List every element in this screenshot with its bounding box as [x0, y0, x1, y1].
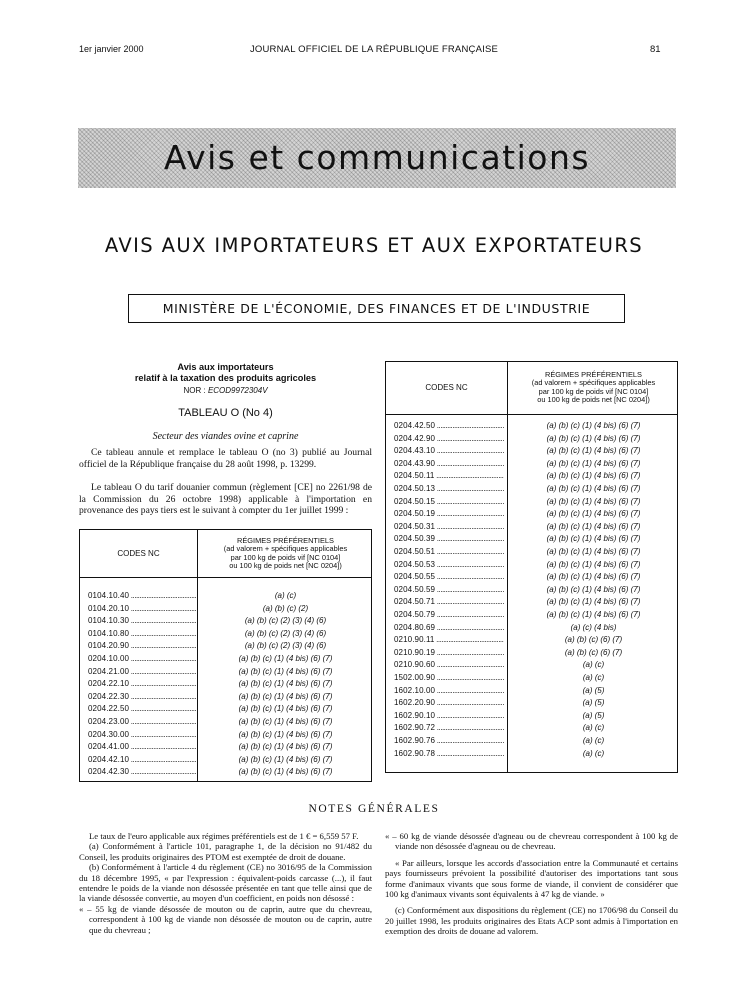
preferential-regime: (a) (b) (c) (1) (4 bis) (6) (7)	[238, 717, 333, 726]
note-euro-rate: Le taux de l'euro applicable aux régimes préférentiels est de 1 € = 6,559 57 F.	[89, 831, 359, 841]
preferential-regime: (a) (b) (c) (2) (3) (4) (6)	[244, 616, 327, 626]
nc-code: 0204.50.79 .....	[394, 610, 504, 619]
page-title: AVIS AUX IMPORTATEURS ET AUX EXPORTATEURS	[104, 234, 644, 257]
nc-code: 0204.50.51 .....	[394, 547, 504, 556]
preferential-regime: (a) (b) (c) (2) (3) (4) (6)	[244, 641, 327, 651]
table-row	[386, 532, 677, 545]
table-row	[386, 608, 677, 621]
nc-code: 1602.90.78 .....	[394, 749, 504, 758]
table-row	[386, 545, 677, 558]
table-row	[386, 558, 677, 571]
nc-code: 0204.80.69 .....	[394, 623, 504, 632]
nc-code: 1602.90.76 .....	[394, 736, 504, 745]
note-c: (c) Conformément aux dispositions du règlement (CE) no 1706/98 du Conseil du 20 juillet 1998, les produits originaires des Etats ACP sont admis à l'importation en exemption des droits de douane ad valorem.	[385, 905, 678, 937]
table-row	[80, 740, 371, 753]
table-row	[80, 589, 371, 602]
nc-code: 0204.42.50 .....	[394, 421, 504, 430]
nor-label: NOR :	[183, 386, 206, 395]
nc-code: 0204.23.00 .....	[88, 717, 198, 726]
note-b-dash-1: « – 55 kg de viande désossée de mouton ou de caprin, autre que du chevreau, correspondent à 100 kg de viande non désossée de mouton ou de caprin, autre que du chevreau ;	[79, 903, 372, 935]
table-row	[386, 747, 677, 760]
table-row	[80, 728, 371, 741]
notes-right-column	[385, 831, 678, 937]
preferential-regime: (a) (b) (c) (1) (4 bis) (6) (7)	[546, 433, 641, 443]
table-row	[386, 444, 677, 457]
preferential-regime: (a) (c)	[582, 723, 605, 733]
nc-code: 0204.50.59 .....	[394, 585, 504, 594]
header-regimes-l1: RÉGIMES PRÉFÉRENTIELS	[237, 536, 334, 545]
nc-code: 0104.20.90 .....	[88, 641, 198, 650]
notes-title: NOTES GÉNÉRALES	[308, 803, 440, 815]
table-row	[386, 696, 677, 709]
header-regimes-l2: (ad valorem + spécifiques applicables	[223, 544, 348, 554]
preferential-regime: (a) (b) (c) (1) (4 bis) (6) (7)	[546, 509, 641, 519]
table-row	[386, 734, 677, 747]
table-row	[80, 690, 371, 703]
preferential-regime: (a) (b) (c) (6) (7)	[564, 647, 623, 657]
preferential-regime: (a) (b) (c) (1) (4 bis) (6) (7)	[546, 584, 641, 594]
nor-reference	[79, 386, 372, 395]
table-row	[80, 765, 371, 778]
intro-text-1: Ce tableau annule et remplace le tableau O (no 3) publié au Journal officiel de la République française du 28 août 1998, p. 13299.	[79, 447, 372, 470]
table-row	[386, 646, 677, 659]
nc-code: 0204.43.90 .....	[394, 459, 504, 468]
nc-code: 0204.22.30 .....	[88, 692, 198, 701]
nc-code: 0204.22.10 .....	[88, 679, 198, 688]
preferential-regime: (a) (b) (c) (1) (4 bis) (6) (7)	[546, 610, 641, 619]
nc-code: 0204.42.10 .....	[88, 755, 198, 764]
table-row	[386, 709, 677, 722]
preferential-regime: (a) (b) (c) (1) (4 bis) (6) (7)	[238, 704, 333, 714]
preferential-regime: (a) (b) (c) (2)	[262, 603, 309, 613]
table-row	[386, 482, 677, 495]
header-regimes-l4: ou 100 kg de poids net [NC 0204])	[537, 395, 650, 405]
table-row	[80, 702, 371, 715]
header-regimes-l3: par 100 kg de poids vif [NC 0104]	[230, 552, 341, 562]
nc-code: 0204.50.11 .....	[394, 471, 504, 480]
nc-code: 0204.30.00 .....	[88, 730, 198, 739]
intro-paragraph-2	[79, 482, 372, 517]
preferential-regime: (a) (b) (c) (1) (4 bis) (6) (7)	[546, 484, 641, 493]
intro-paragraph-1	[79, 447, 372, 470]
preferential-regime: (a) (c)	[582, 748, 605, 758]
header-regimes-l4: ou 100 kg de poids net [NC 0204])	[229, 561, 342, 571]
nc-code: 1602.10.00 .....	[394, 686, 504, 695]
avis-title-line1: Avis aux importateurs	[177, 362, 274, 372]
section-banner	[78, 128, 676, 188]
note-a: (a) Conformément à l'article 101, paragraphe 1, de la décision no 91/482 du Conseil, les produits originaires des PTOM est exemptée de droit de douane.	[79, 841, 372, 862]
preferential-regime: (a) (b) (c) (1) (4 bis) (6) (7)	[546, 471, 641, 481]
table-row	[386, 658, 677, 671]
table-row	[80, 677, 371, 690]
table-row	[386, 520, 677, 533]
ministry-box: MINISTÈRE DE L'ÉCONOMIE, DES FINANCES ET DE L'INDUSTRIE	[128, 294, 625, 323]
table-row	[386, 432, 677, 445]
preferential-regime: (a) (b) (c) (1) (4 bis) (6) (7)	[546, 446, 641, 456]
table-row	[386, 469, 677, 482]
nc-code: 0204.50.19 .....	[394, 509, 504, 518]
note-b-dash-2: « – 60 kg de viande désossée d'agneau ou de chevreau correspondent à 100 kg de viande non désossée d'agneau ou de chevreau.	[385, 831, 678, 852]
table-row	[386, 633, 677, 646]
nc-code: 0210.90.60 .....	[394, 660, 504, 669]
table-row	[80, 639, 371, 652]
nc-code: 0104.10.40 .....	[88, 591, 198, 600]
table-row	[386, 583, 677, 596]
sector-subtitle: Secteur des viandes ovine et caprine	[152, 431, 299, 442]
preferential-regime: (a) (b) (c) (1) (4 bis) (6) (7)	[546, 421, 641, 430]
nc-code: 0204.41.00 .....	[88, 742, 198, 751]
table-row	[386, 671, 677, 684]
header-regimes-l1: RÉGIMES PRÉFÉRENTIELS	[545, 370, 642, 379]
table-row	[80, 614, 371, 627]
table-row	[80, 652, 371, 665]
nc-code: 0104.10.30 .....	[88, 616, 198, 625]
nc-code: 0204.22.50 .....	[88, 704, 198, 713]
table-row	[386, 570, 677, 583]
note-b-continued: « Par ailleurs, lorsque les accords d'association entre la Communauté et certains pays fournisseurs prévoient la possibilité d'autoriser des importations tant sous forme d'animaux vivants que sous forme de viande, il convient de considérer que 100 kg d'animaux vivants sont équivalents à 47 kg de viande. »	[385, 857, 678, 900]
nc-code: 0204.50.31 .....	[394, 522, 504, 531]
nc-code: 1602.90.72 .....	[394, 723, 504, 732]
banner-title: Avis et communications	[163, 138, 591, 177]
table-row	[386, 684, 677, 697]
nc-code: 0204.50.55 .....	[394, 572, 504, 581]
preferential-regime: (a) (b) (c) (1) (4 bis) (6) (7)	[546, 496, 641, 506]
page-number: 81	[650, 44, 661, 55]
preferential-regime: (a) (b) (c) (1) (4 bis) (6) (7)	[238, 767, 333, 777]
table-row	[80, 753, 371, 766]
nc-code: 1502.00.90 .....	[394, 673, 504, 682]
table-row	[386, 495, 677, 508]
nc-code: 0204.42.30 .....	[88, 767, 198, 776]
nc-code: 0104.20.10 .....	[88, 604, 198, 613]
table-row	[386, 507, 677, 520]
header-regimes	[508, 371, 679, 405]
nc-code: 0210.90.19 .....	[394, 648, 504, 657]
header-codes: CODES NC	[117, 549, 160, 558]
preferential-regime: (a) (b) (c) (1) (4 bis) (6) (7)	[546, 572, 641, 582]
preferential-regime: (a) (5)	[582, 710, 605, 720]
tableau-title: TABLEAU O (No 4)	[178, 407, 273, 419]
preferential-regime: (a) (b) (c) (1) (4 bis) (6) (7)	[238, 742, 333, 752]
header-date: 1er janvier 2000	[79, 44, 144, 54]
nc-code: 0204.42.90 .....	[394, 434, 504, 443]
nc-code: 0204.50.71 .....	[394, 597, 504, 606]
table-row	[386, 721, 677, 734]
preferential-regime: (a) (b) (c) (1) (4 bis) (6) (7)	[238, 654, 333, 663]
preferential-regime: (a) (c)	[582, 660, 605, 670]
table-row	[80, 665, 371, 678]
preferential-regime: (a) (c) (4 bis)	[570, 622, 617, 632]
header-codes: CODES NC	[425, 383, 468, 392]
table-row	[386, 621, 677, 634]
preferential-regime: (a) (c)	[582, 673, 605, 682]
preferential-regime: (a) (b) (c) (1) (4 bis) (6) (7)	[238, 754, 333, 764]
preferential-regime: (a) (c)	[582, 736, 605, 745]
avis-title-line2: relatif à la taxation des produits agricoles	[134, 373, 317, 383]
preferential-regime: (a) (b) (c) (1) (4 bis) (6) (7)	[546, 458, 641, 468]
tariff-table-left	[79, 529, 372, 782]
preferential-regime: (a) (b) (c) (1) (4 bis) (6) (7)	[546, 559, 641, 569]
nc-code: 0204.50.39 .....	[394, 534, 504, 543]
preferential-regime: (a) (b) (c) (1) (4 bis) (6) (7)	[546, 597, 641, 607]
preferential-regime: (a) (5)	[582, 685, 605, 695]
table-row	[386, 595, 677, 608]
preferential-regime: (a) (b) (c) (6) (7)	[564, 635, 623, 645]
header-regimes	[198, 537, 373, 571]
preferential-regime: (a) (b) (c) (2) (3) (4) (6)	[244, 628, 327, 638]
nc-code: 1602.90.10 .....	[394, 711, 504, 720]
tariff-table-right	[385, 361, 678, 773]
nc-code: 0210.90.11 .....	[394, 635, 504, 644]
table-row	[386, 457, 677, 470]
preferential-regime: (a) (b) (c) (1) (4 bis) (6) (7)	[238, 666, 333, 676]
table-row	[80, 627, 371, 640]
preferential-regime: (a) (b) (c) (1) (4 bis) (6) (7)	[546, 547, 641, 556]
nc-code: 0204.50.53 .....	[394, 560, 504, 569]
nc-code: 0204.10.00 .....	[88, 654, 198, 663]
intro-text-2: Le tableau O du tarif douanier commun (règlement [CE] no 2261/98 de la Commission du 26 octobre 1998) applicable à l'importation en provenance des pays tiers est le suivant à compter du 1er juillet 1999 :	[79, 482, 372, 517]
header-regimes-l2: (ad valorem + spécifiques applicables	[531, 378, 656, 388]
preferential-regime: (a) (b) (c) (1) (4 bis) (6) (7)	[238, 729, 333, 739]
preferential-regime: (a) (c)	[274, 591, 297, 600]
nor-value: ECOD9972304V	[207, 386, 268, 395]
preferential-regime: (a) (b) (c) (1) (4 bis) (6) (7)	[238, 691, 333, 701]
notes-left-column	[79, 831, 372, 935]
preferential-regime: (a) (b) (c) (1) (4 bis) (6) (7)	[546, 534, 641, 544]
table-row	[386, 419, 677, 432]
journal-title: JOURNAL OFFICIEL DE LA RÉPUBLIQUE FRANÇAISE	[249, 44, 499, 55]
nc-code: 0104.10.80 .....	[88, 629, 198, 638]
note-b: (b) Conformément à l'article 4 du règlement (CE) no 3016/95 de la Commission du 18 décembre 1995, « par l'expression : équivalent-poids carcasse (...), il faut entendre le poids de la viande non désossée présentée en tant que telle ainsi que de la viande désossée convertie, au moyen d'un coefficient, en poids non désossé :	[79, 862, 372, 904]
table-row	[80, 715, 371, 728]
preferential-regime: (a) (5)	[582, 698, 605, 708]
nc-code: 0204.50.13 .....	[394, 484, 504, 493]
header-regimes-l3: par 100 kg de poids vif [NC 0104]	[538, 386, 649, 396]
nc-code: 1602.20.90 .....	[394, 698, 504, 707]
table-header	[386, 362, 677, 415]
nc-code: 0204.43.10 .....	[394, 446, 504, 455]
nc-code: 0204.50.15 .....	[394, 497, 504, 506]
preferential-regime: (a) (b) (c) (1) (4 bis) (6) (7)	[238, 679, 333, 689]
table-header	[80, 530, 371, 578]
nc-code: 0204.21.00 .....	[88, 667, 198, 676]
preferential-regime: (a) (b) (c) (1) (4 bis) (6) (7)	[546, 521, 641, 531]
table-row	[80, 602, 371, 615]
